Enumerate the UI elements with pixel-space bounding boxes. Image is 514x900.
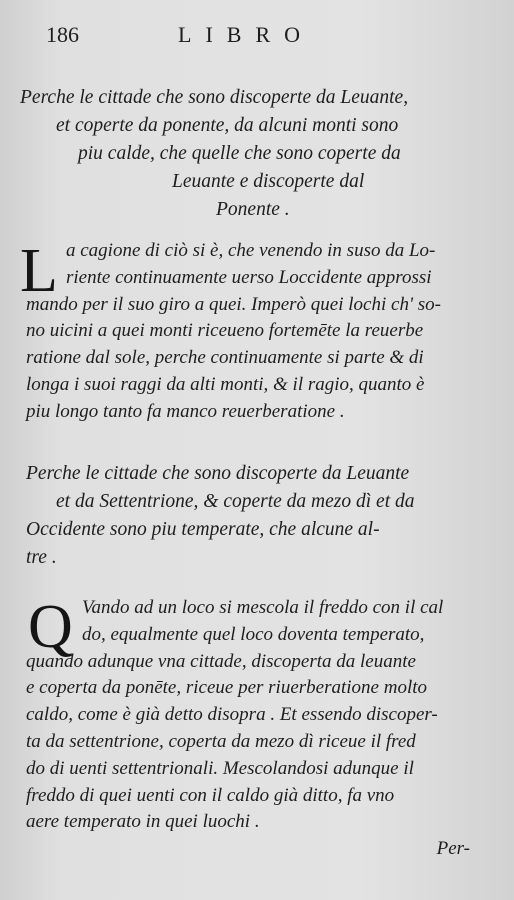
body-paragraph-2 — [26, 595, 496, 836]
text-line: ratione dal sole, perche continuamente si parte & di — [26, 347, 424, 369]
heading-line: piu calde, che quelle che sono coperte da — [78, 143, 401, 164]
text-line: e coperta da ponēte, riceue per riuerberatione molto — [26, 677, 428, 699]
text-line: piu longo tanto fa manco reuerberatione . — [26, 400, 345, 422]
text-line: no uicini a quei monti riceueno fortemēte la reuerbe — [26, 320, 424, 342]
page-header — [0, 22, 514, 52]
drop-cap-initial: L — [20, 237, 58, 305]
text-line: quando adunque vna cittade, discoperta da leuante — [26, 650, 416, 672]
section-heading-1 — [20, 84, 408, 224]
text-line: do, equalmente quel loco doventa temperato, — [82, 623, 425, 645]
heading-line: tre . — [26, 547, 57, 568]
drop-cap-initial: Q — [28, 593, 73, 661]
running-head: LIBRO — [178, 22, 314, 47]
text-line: longa i suoi raggi da alti monti, & il ragio, quanto è — [26, 373, 425, 395]
text-line: a cagione di ciò si è, che venendo in suso da Lo- — [66, 240, 436, 261]
heading-line: et coperte da ponente, da alcuni monti sono — [56, 115, 399, 136]
heading-line: Perche le cittade che sono discoperte da Leuante — [26, 463, 410, 484]
text-line: riente continuamente uerso Loccidente approssi — [66, 266, 432, 288]
text-line: mando per il suo giro a quei. Imperò quei lochi ch' so- — [26, 293, 441, 315]
body-paragraph-1 — [26, 238, 496, 426]
heading-line: et da Settentrione, & coperte da mezo dì et da — [56, 491, 415, 512]
text-line: Vando ad un loco si mescola il freddo con il cal — [82, 597, 444, 618]
section-heading-2 — [26, 460, 415, 572]
text-line: aere temperato in quei luochi . — [26, 811, 260, 833]
heading-line: Leuante e discoperte dal — [172, 171, 365, 192]
text-line: do di uenti settentrionali. Mescolandosi adunque il — [26, 757, 414, 779]
text-line: freddo di quei uenti con il caldo già ditto, fa vno — [26, 784, 395, 806]
text-line: ta da settentrione, coperta da mezo dì riceue il fred — [26, 730, 416, 752]
catchword: Per- — [436, 838, 470, 859]
heading-line: Perche le cittade che sono discoperte da Leuante, — [20, 87, 409, 108]
heading-line: Occidente sono piu temperate, che alcune al- — [26, 519, 380, 540]
text-line: caldo, come è già detto disopra . Et essendo discoper- — [26, 704, 438, 726]
heading-line: Ponente . — [216, 199, 290, 220]
page-number: 186 — [46, 22, 79, 47]
